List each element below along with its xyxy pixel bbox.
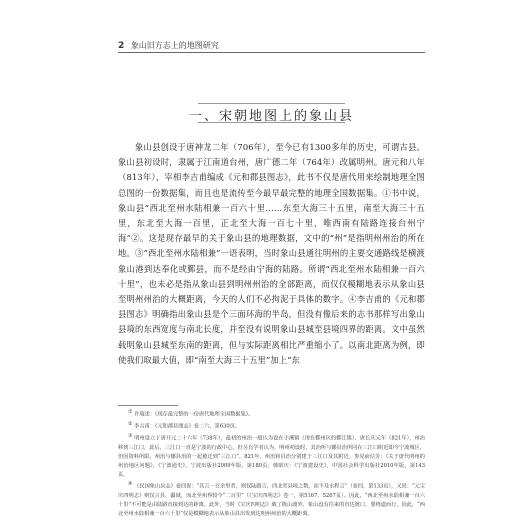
footnote-2-text: 李吉甫：《元和郡县图志》卷二六，第630页。 <box>134 423 241 430</box>
footnote-divider <box>118 405 178 406</box>
header-divider <box>118 52 425 53</box>
footnotes <box>118 408 425 519</box>
page-number: 2 <box>118 41 125 51</box>
footnote-1-text: 许瑞述：《现存最完整的一份唐代地理全国数据集》。 <box>134 411 254 418</box>
section-title: 一、宋朝地图上的象山县 <box>188 109 354 124</box>
footnote-3: ③ 明州设立于唐开元二十六年（738年），最初的州治一般认为设在小溪镇（现在鄞州区的鄞江镇），唐长庆元年（821年），州治移到三江口，此后，三江口一直是宁波的行政中心。但另有学者认为，明州初设时，其治所与鄮县治所同在三江口附近即今宁波城区，但因资料所限，州治与鄮县治的一起被迁到“三江口”，821年，州治和县治分别建于三江口及其附近。参见俞信芳：《关于唐代明州的州治地区问题》，《宁波通史》，宁波出版社2009年版，第180页；韩昭庆：《宁波建设史》，中国社会科学出版社2010年版，第143页。 <box>118 433 425 478</box>
section-heading <box>118 95 425 123</box>
footnote-1: ① 许瑞述：《现存最完整的一份唐代地理全国数据集》。 <box>128 409 254 418</box>
running-title: 象山旧方志上的地图研究 <box>130 41 219 50</box>
main-text <box>118 140 425 368</box>
footnote-3-text: 明州设立于唐开元二十六年（738年），最初的州治一般认为设在小溪镇（现在鄞州区的鄞江镇），唐长庆元年（821年），州治移到三江口，此后，三江口一直是宁波的行政中心。但另有学者认为，明州初设时，其治所与鄮县治所同在三江口附近即今宁波城区，但因资料所限，州治与鄮县治的一起被迁到“三江口”，821年，州治和县治分别建于三江口及其附近。参见俞信芳：《关于唐代明州的州治地区问题》，《宁波通史》，宁波出版社2009年版，第180页；韩昭庆：《宁波建设史》，中国社会科学出版社2010年版，第143页。 <box>118 436 425 478</box>
footnote-2: ② 李吉甫：《元和郡县图志》卷二六，第630页。 <box>128 421 241 430</box>
footnote-4: ④ 《民国象山县志》卷四说：“其言一百余里者，则仅陆路言，西北至县境之数，而不及水程言”（卷四，第133页），又说：“元宝庆四明志》则仅言县，疆域，而北至州界较今“二百里”（《宝庆四明志》卷一，第5167、5267页）。因此，“西北至州水陆相兼一百六十里”不可能是由陆路直接到达的距离。此外，当时《宝庆四明志》载了陈山渡外，象山没有往来的直达渡口，要绕道而行，因此，“西北至州水陆相兼一百六十里”仅是模糊地表示从象山县出发到达明州州治的大概距离。 <box>118 481 426 517</box>
heading-top-rule <box>198 103 345 104</box>
running-header <box>118 40 219 51</box>
footnote-4-text: 《民国象山县志》卷四说：“其言一百余里者，则仅陆路言，西北至县境之数，而不及水程言”（卷四，第133页），又说：“元宝庆四明志》则仅言县，疆域，而北至州界较今“二百里”（《宝庆四明志》卷一，第5167、5267页）。因此，“西北至州水陆相兼一百六十里”不可能是由陆路直接到达的距离。此外，当时《宝庆四明志》载了陈山渡外，象山没有往来的直达渡口，要绕道而行，因此，“西北至州水陆相兼一百六十里”仅是模糊地表示从象山县出发到达明州州治的大概距离。 <box>118 484 426 517</box>
paragraph: 象山县创设于唐神龙二年（706年），至今已有1300多年的历史，可谓古县。象山县初设时，隶属于江南道台州，唐广德二年（764年）改属明州。唐元和八年（813年），宰相李吉甫编成《元和郡县图志》，此书不仅是唐代用来绘制地理全图总图的一份数据集，而且也是流传至今最早最完整的地理全国数据集。①书中说，象山县“西北至州水陆相兼一百六十里……东至大海三十五里，南至大海三十五里，东北至大海一百里，正北至大海一百七十里，唯西南有陆路连接台州宁海”②。这是现存最早的关于象山县的地理数据，文中的“州”是指明州州治的所在地。③“西北至州水陆相兼”一语表明，当时象山县通往明州的主要交通路线是横渡象山港到达奉化或鄞县，而不是经由宁海的陆路。所谓“西北至州水陆相兼一百六十里”，也未必是指从象山县到明州州治的全部距离，而仅仅模糊地表示从象山县至明州州治的大概距离，今天的人们不必拘泥于具体的数字。④李吉甫的《元和郡县图志》明确指出象山县是个三面环海的半岛，但没有像后来的志书那样写出象山县境的东西宽度与南北长度，并至没有说明象山县城至县境四界的距离。文中虽然载明象山县城至东南的距离，但与实际距离相比严重缩小了。以南北距离为例，即使我们取最大值，即“南至大海三十五里”加上“东 <box>118 142 425 365</box>
